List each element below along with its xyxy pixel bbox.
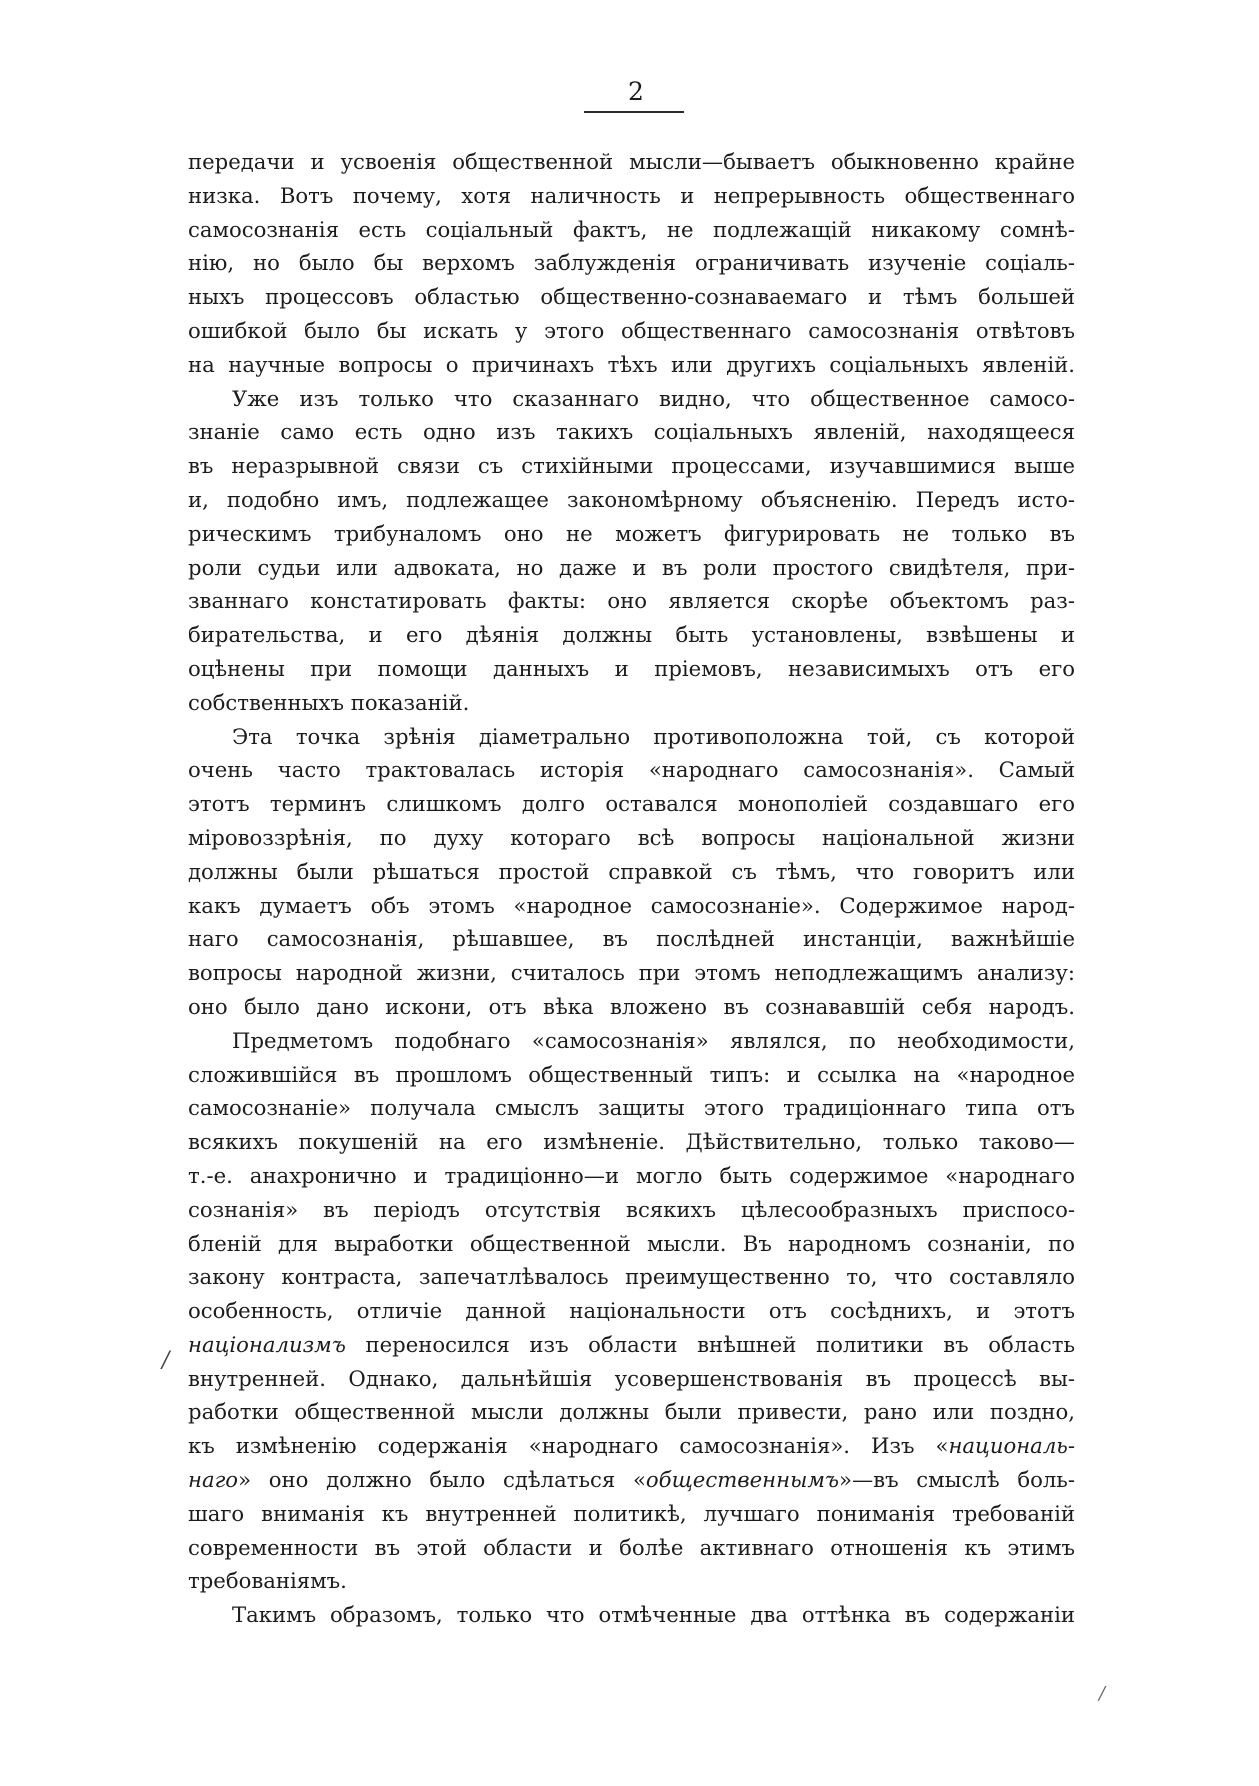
text-line xyxy=(188,1328,1075,1362)
text-line: этотъ терминъ слишкомъ долго оставался монополіей создавшаго его xyxy=(188,791,1075,817)
text-line: званнаго констатировать факты: оно является скорѣе объектомъ раз- xyxy=(188,588,1075,614)
paragraph-4 xyxy=(188,1024,1075,1599)
text-span: переносился изъ области внѣшней политики въ область xyxy=(345,1331,1075,1357)
margin-mark-left: / xyxy=(162,1348,170,1373)
text-line xyxy=(188,1429,1075,1463)
text-line: т.-е. анахронично и традиціонно—и могло быть содержимое «народнаго xyxy=(188,1162,1075,1188)
text-line: въ неразрывной связи съ стихійными процессами, изучавшимися выше xyxy=(188,453,1075,479)
italic-term: націонализмъ xyxy=(188,1331,346,1357)
text-span: »—въ смыслѣ боль- xyxy=(839,1467,1075,1493)
text-line: особенность, отличіе данной національности отъ сосѣднихъ, и этотъ xyxy=(188,1298,1075,1324)
text-line: нію, но было бы верхомъ заблужденія ограничивать изученіе соціаль- xyxy=(188,250,1075,276)
italic-term: общественнымъ xyxy=(645,1467,840,1493)
italic-term: наго xyxy=(188,1467,239,1493)
text-line: бленій для выработки общественной мысли. Въ народномъ сознаніи, по xyxy=(188,1230,1075,1256)
text-line: современности въ этой области и болѣе активнаго отношенія къ этимъ xyxy=(188,1534,1075,1560)
text-line: низка. Вотъ почему, хотя наличность и непрерывность общественнаго xyxy=(188,182,1075,208)
text-line: передачи и усвоенія общественной мысли—бываетъ обыкновенно крайне xyxy=(188,149,1075,174)
header-rule xyxy=(584,111,684,113)
text-span: » оно должно было сдѣлаться « xyxy=(238,1467,646,1493)
text-span: къ измѣненію содержанія «народнаго самосознанія». Изъ « xyxy=(188,1433,949,1459)
text-line: закону контраста, запечатлѣвалось преимущественно то, что составляло xyxy=(188,1264,1075,1290)
text-line: знаніе само есть одно изъ такихъ соціальныхъ явленій, находящееся xyxy=(188,419,1075,445)
italic-term: националь- xyxy=(948,1433,1075,1459)
text-line: внутренней. Однако, дальнѣйшія усовершенствованія въ процессѣ вы- xyxy=(188,1365,1075,1391)
text-line: міровоззрѣнія, по духу котораго всѣ вопросы національной жизни xyxy=(188,824,1075,850)
text-line: сознанія» въ періодъ отсутствія всякихъ цѣлесообразныхъ приспосо- xyxy=(188,1196,1075,1222)
text-line: оно было дано искони, отъ вѣка вложено въ сознававшій себя народъ. xyxy=(188,993,1075,1019)
text-line: наго самосознанія, рѣшавшее, въ послѣдней инстанціи, важнѣйшіе xyxy=(188,926,1075,952)
text-line: Предметомъ подобнаго «самосознанія» являлся, по необходимости, xyxy=(232,1027,1075,1053)
paragraph-3 xyxy=(188,720,1075,1024)
text-line xyxy=(188,1463,1075,1497)
text-line: работки общественной мысли должны были привести, рано или поздно, xyxy=(188,1399,1075,1425)
text-line: требованіямъ. xyxy=(188,1568,347,1594)
text-line: должны были рѣшаться простой справкой съ тѣмъ, что говоритъ или xyxy=(188,858,1075,884)
text-line: Эта точка зрѣнія діаметрально противоположна той, съ которой xyxy=(232,723,1075,749)
text-line: роли судьи или адвоката, но даже и въ роли простого свидѣтеля, при- xyxy=(188,554,1075,580)
text-line: вопросы народной жизни, считалось при этомъ неподлежащимъ анализу: xyxy=(188,960,1075,986)
text-line: шаго вниманія къ внутренней политикѣ, лучшаго пониманія требованій xyxy=(188,1500,1075,1526)
paragraph-1 xyxy=(188,145,1075,382)
text-line: самосознаніе» получала смыслъ защиты этого традиціоннаго типа отъ xyxy=(188,1095,1075,1121)
page-number: 2 xyxy=(628,77,644,106)
text-line: всякихъ покушеній на его измѣненіе. Дѣйствительно, только таково— xyxy=(188,1129,1075,1155)
text-line: на научные вопросы о причинахъ тѣхъ или другихъ соціальныхъ явленій. xyxy=(188,351,1075,377)
text-line: ошибкой было бы искать у этого общественнаго самосознанія отвѣтовъ xyxy=(188,317,1075,343)
text-line: оцѣнены при помощи данныхъ и пріемовъ, независимыхъ отъ его xyxy=(188,655,1075,681)
text-line: собственныхъ показаній. xyxy=(188,689,470,715)
text-line: самосознанія есть соціальный фактъ, не подлежащій никакому сомнѣ- xyxy=(188,216,1075,242)
text-line: какъ думаетъ объ этомъ «народное самосознаніе». Содержимое народ- xyxy=(188,892,1075,918)
text-line: и, подобно имъ, подлежащее закономѣрному объясненію. Передъ исто- xyxy=(188,486,1075,512)
text-line: рическимъ трибуналомъ оно не можетъ фигурировать не только въ xyxy=(188,520,1075,546)
paragraph-5 xyxy=(188,1598,1075,1632)
text-line: очень часто трактовалась исторія «народнаго самосознанія». Самый xyxy=(188,757,1075,783)
text-line: Такимъ образомъ, только что отмѣченные два оттѣнка въ содержаніи xyxy=(232,1602,1075,1628)
text-line: Уже изъ только что сказаннаго видно, что общественное самосо- xyxy=(232,385,1075,411)
text-line: сложившійся въ прошломъ общественный типъ: и ссылка на «народное xyxy=(188,1061,1075,1087)
text-line: бирательства, и его дѣянія должны быть установлены, взвѣшены и xyxy=(188,622,1075,648)
body-text xyxy=(188,145,1075,1632)
text-line: ныхъ процессовъ областью общественно-сознаваемаго и тѣмъ большей xyxy=(188,284,1075,310)
margin-mark-right: / xyxy=(1099,1683,1106,1704)
paragraph-2 xyxy=(188,382,1075,720)
